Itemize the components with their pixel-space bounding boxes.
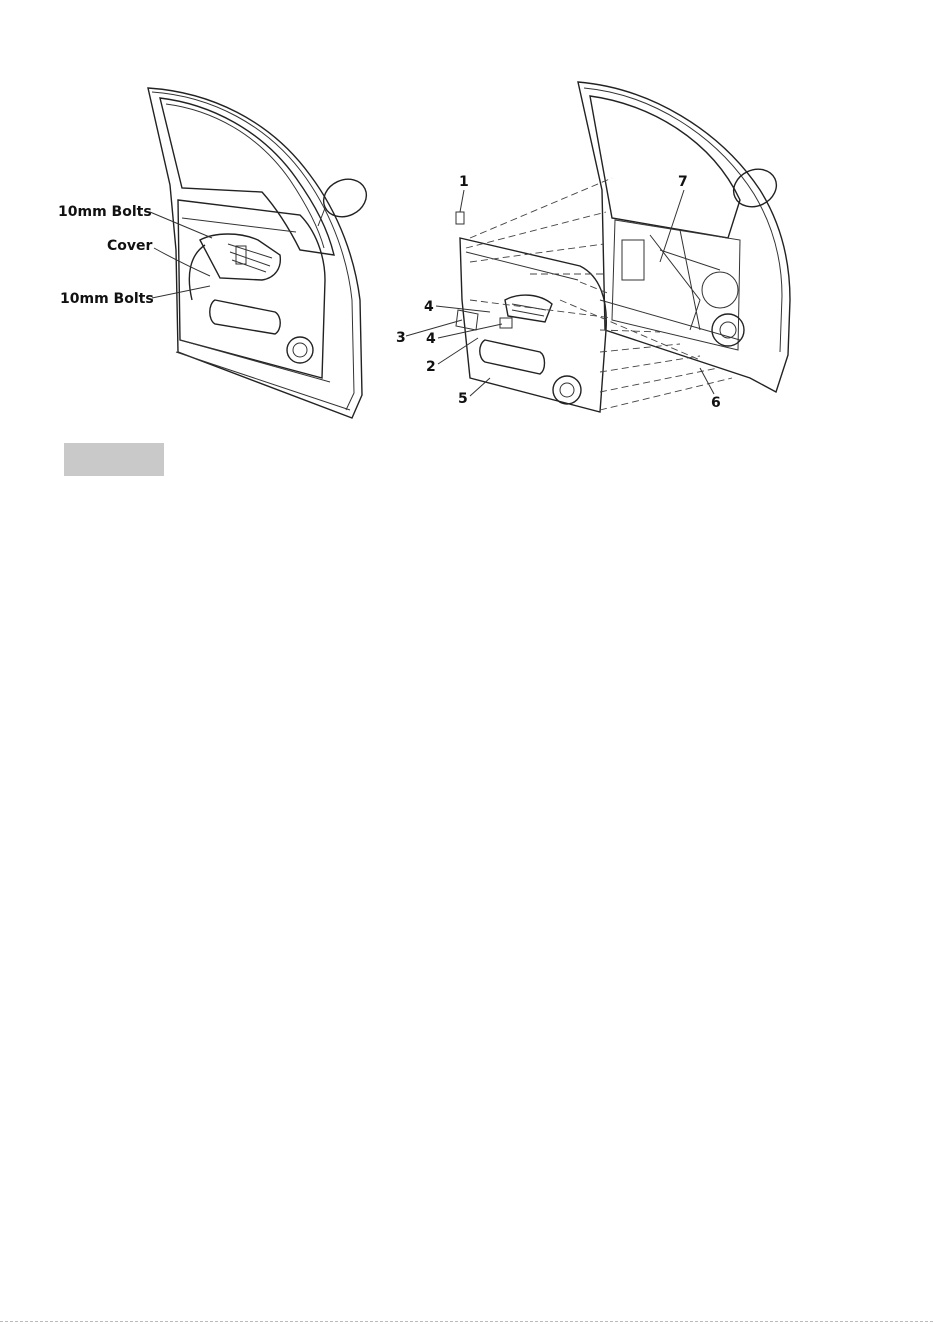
label-10mm-bolts-bottom: 10mm Bolts bbox=[60, 291, 154, 307]
right-door-frame bbox=[578, 82, 790, 392]
callout-4-lower: 4 bbox=[426, 331, 436, 347]
door-panel-diagram bbox=[0, 0, 933, 440]
callout-2: 2 bbox=[426, 359, 436, 375]
left-door-illustration bbox=[148, 88, 373, 418]
label-cover: Cover bbox=[107, 238, 153, 254]
label-10mm-bolts-top: 10mm Bolts bbox=[58, 204, 152, 220]
callout-1: 1 bbox=[459, 174, 469, 190]
callout-3: 3 bbox=[396, 330, 406, 346]
gray-placeholder-box bbox=[64, 443, 164, 476]
callout-5: 5 bbox=[458, 391, 468, 407]
explosion-guide-lines bbox=[466, 178, 732, 410]
callout-7: 7 bbox=[678, 174, 688, 190]
callout-6: 6 bbox=[711, 395, 721, 411]
right-trim-panel bbox=[456, 212, 606, 412]
bottom-border bbox=[0, 1321, 933, 1322]
callout-4-upper: 4 bbox=[424, 299, 434, 315]
